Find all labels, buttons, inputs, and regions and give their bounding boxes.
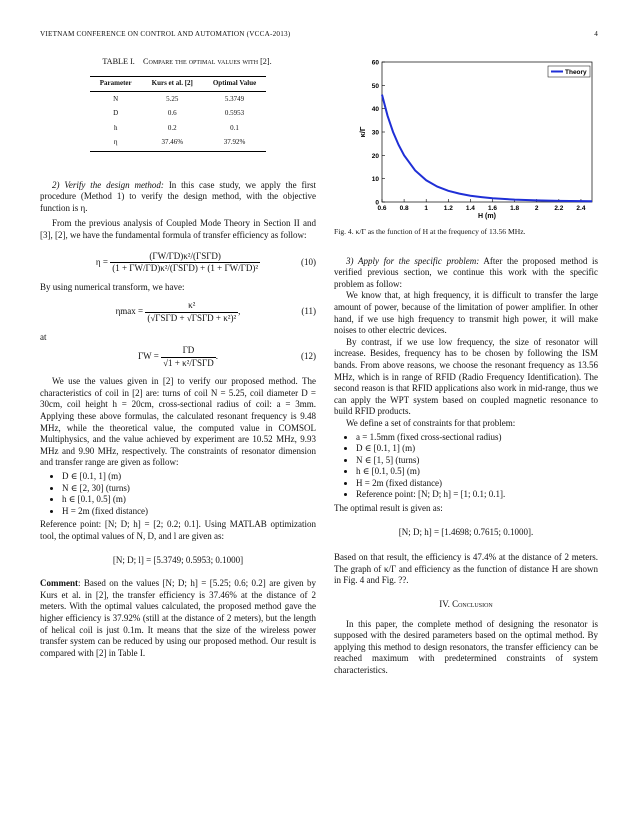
y-tick-label: 40 [371, 106, 379, 114]
table-row [90, 107, 266, 122]
table-cell: N [113, 94, 119, 103]
y-tick-label: 0 [375, 199, 379, 207]
figure-4 [334, 56, 598, 224]
paragraph-low-frequency: By contrast, if we use low frequency, the size of resonator will increase. Besides, frequency has to be chosen by following the ISM bands. From above reasons, we choose the resonant frequency as 13.56 MHz, which is in range of RFID (Radio Frequency Identification). The second reason is that RFID applications also work in mid-range, thus we can apply the WPT system based on coupled magnetic resonance to build RFID products. [334, 336, 598, 417]
paragraph-constraints: We define a set of constraints for that problem: [346, 417, 516, 428]
apply-paragraph [334, 256, 598, 291]
right-constraints-list [334, 432, 598, 502]
table-cell: 0.1 [230, 123, 239, 132]
x-tick-label: 1.6 [488, 205, 498, 212]
optimal-equation-right: [N; D; h] = [1.4698; 0.7615; 0.1000]. [398, 526, 534, 537]
at-text: at [40, 331, 47, 342]
apply-title: 3) Apply for the specific problem: [346, 255, 480, 266]
list-item: • H = 2m (fixed distance) [356, 478, 598, 490]
equation-11 [40, 300, 316, 324]
eq12-fraction [161, 345, 219, 369]
list-item: • a = 1.5mm (fixed cross-sectional radius) [356, 432, 598, 444]
eq10-denominator: (1 + ΓW/ΓD)κ²/(ΓSΓD) + (1 + ΓW/ΓD)² [112, 263, 259, 274]
eq12-tail: . [215, 351, 219, 362]
numeric-paragraph: By using numerical transform, we have: [40, 281, 185, 292]
list-item: • D ∈ [0.1, 1] (m) [62, 471, 316, 483]
list-item: • N ∈ [1, 5] (turns) [356, 455, 598, 467]
table-cell: 0.2 [167, 123, 177, 132]
table-header: Kurs et al. [2] [142, 76, 203, 92]
y-tick-label: 50 [371, 82, 379, 90]
table-cell: D [113, 109, 119, 118]
x-tick-label: 2 [534, 205, 539, 212]
list-item: • D ∈ [0.1, 1] (m) [356, 443, 598, 455]
eq10-fraction [110, 251, 260, 275]
table-cell: η [90, 136, 142, 151]
list-item: • h ∈ [0.1, 0.5] (m) [356, 466, 598, 478]
eq12-lhs: ΓW = [137, 351, 159, 362]
eq11-fraction [145, 300, 241, 324]
list-item: • Reference point: [N; D; h] = [1; 0.1; 0.1]. [356, 489, 598, 501]
paragraph-high-frequency: We know that, at high frequency, it is difficult to transfer the large amount of power, because of the limitation of power amplifier. In other hand, if we use high frequency to transmit high power, it will make noises to other electric devices. [334, 290, 598, 336]
comment-paragraph [40, 578, 316, 659]
x-tick-label: 1.2 [443, 205, 453, 212]
table-header: Parameter [90, 76, 142, 92]
equation-10 [40, 251, 316, 275]
table-cell: 0.5953 [224, 109, 245, 118]
table-cell: 37.92% [203, 136, 266, 151]
list-item: • H = 2m (fixed distance) [62, 506, 316, 518]
eq10-number: (10) [301, 256, 316, 267]
table-cell: h [113, 123, 118, 132]
plot-frame [382, 62, 592, 202]
page-number: 4 [594, 30, 598, 38]
efficiency-paragraph: Based on that result, the efficiency is 47.4% at the distance of 2 meters. The graph of κ/Γ and efficiency as the function of distance H are shown in Fig. 4 and Fig. ??. [334, 552, 598, 586]
eq12-numerator: ΓD [161, 345, 216, 358]
table-caption [58, 56, 316, 68]
x-axis-label: H (m) [478, 213, 496, 220]
section-title: IV. Conclusion [439, 599, 493, 610]
eq12-denominator: √1 + κ²/ΓSΓD [163, 357, 214, 368]
figure-caption: Fig. 4. κ/Γ as the function of H at the frequency of 13.56 MHz. [334, 227, 526, 236]
table-label: TABLE I. [102, 57, 135, 66]
eq12-number: (12) [301, 351, 316, 362]
values-paragraph: We use the values given in [2] to verify our proposed method. The characteristics of coil in [2] are: turns of coil N = 5.25, coil diameter D = 30cm, coil height h = 20cm, cross-sectional radius of coil: a = 3mm. Applying these above formulas, the calculated resonant frequency is 9.48 MHz, while the theoretical value, the computed value in COMSOL Multiphysics, and the value achieved by experiment are 10.52 MHz, 9.93 MHz and 9.90 MHz, respectively. The constraints of resonator dimension and transfer range are given as follow: [40, 376, 316, 468]
table-row [90, 136, 266, 151]
apply-body: After the proposed method is verified previous section, we continue this work with the specific problem as follow: [334, 255, 598, 289]
eq11-number: (11) [301, 306, 316, 317]
right-column [334, 56, 598, 677]
table-cell: 37.46% [142, 136, 203, 151]
verify-body: In this case study, we apply the first procedure (Method 1) to verify the design method, with the objective function is η. [40, 179, 317, 213]
equation-12 [40, 345, 316, 369]
x-tick-label: 0.8 [399, 205, 409, 212]
verify-title: 2) Verify the design method: [52, 179, 164, 190]
table-title: Compare the optimal values with [2]. [143, 57, 272, 66]
y-tick-label: 60 [371, 59, 379, 67]
optimal-equation-left: [N; D; l] = [5.3749; 0.5953; 0.1000] [112, 554, 244, 565]
y-tick-label: 10 [371, 176, 379, 184]
table-cell: 0.6 [167, 109, 177, 118]
list-item: • N ∈ [2, 30] (turns) [62, 483, 316, 495]
kappa-gamma-chart [334, 56, 598, 224]
table-cell: 5.3749 [224, 94, 245, 103]
y-axis-label: κ/Γ [358, 126, 367, 138]
y-tick-label: 30 [371, 129, 379, 137]
comment-label: Comment [40, 578, 78, 589]
table-row [90, 92, 266, 107]
x-tick-label: 1.8 [510, 205, 520, 212]
x-tick-label: 2.4 [576, 205, 586, 212]
x-tick-label: 1.4 [465, 205, 475, 212]
x-tick-label: 0.6 [377, 205, 387, 212]
conference-name: VIETNAM CONFERENCE ON CONTROL AND AUTOMATION (VCCA-2013) [40, 30, 291, 38]
left-constraints-list [40, 471, 316, 517]
eq11-numerator: κ² [145, 300, 238, 313]
x-tick-label: 2.2 [554, 205, 564, 212]
eq11-lhs: ηmax = [115, 306, 144, 317]
list-item: • h ∈ [0.1, 0.5] (m) [62, 494, 316, 506]
eq11-denominator: (√ΓSΓD + √ΓSΓD + κ²)² [147, 312, 237, 323]
x-tick-label: 1 [424, 205, 429, 212]
eq10-numerator: (ΓW/ΓD)κ²/(ΓSΓD) [110, 251, 260, 264]
reference-paragraph: Reference point: [N; D; h] = [2; 0.2; 0.1]. Using MATLAB optimization tool, the optimal values of N, D, and l are given as: [40, 519, 316, 541]
y-tick-label: 20 [371, 152, 379, 160]
verify-paragraph [40, 180, 316, 215]
legend-label: Theory [565, 69, 587, 76]
conclusion-paragraph: In this paper, the complete method of designing the resonator is supposed with the desired parameters based on the optimal method. By applying this method to design resonators, the transfer efficiency can be reached maximum with predetermined constraints of system characteristics. [334, 618, 598, 675]
table-row [90, 121, 266, 136]
comparison-table [90, 76, 266, 152]
left-column [40, 56, 316, 659]
table-header: Optimal Value [203, 76, 266, 92]
cmt-paragraph: From the previous analysis of Coupled Mode Theory in Section II and [3], [2], we have the fundamental formula of transfer efficiency as follow: [40, 218, 316, 240]
table-cell: 5.25 [166, 94, 179, 103]
optimal-result-text: The optimal result is given as: [334, 503, 443, 514]
comment-body: : Based on the values [N; D; h] = [5.25; 0.6; 0.2] are given by Kurs et al. in [2], the transfer efficiency is 37.46% at the distance of 2 meters. With the optimal values calculated, the proposed method gave the higher efficiency is 37.92% (still at the distance of 2 meters), but the length of helical coil is just 0.1m. It means that the size of the wireless power transfer system can be reduced by using our proposed method. Our result is compared with [2] in Table I. [40, 578, 316, 658]
page-header [40, 30, 598, 38]
eq11-tail: , [238, 306, 241, 317]
eq10-lhs: η = [95, 256, 108, 267]
